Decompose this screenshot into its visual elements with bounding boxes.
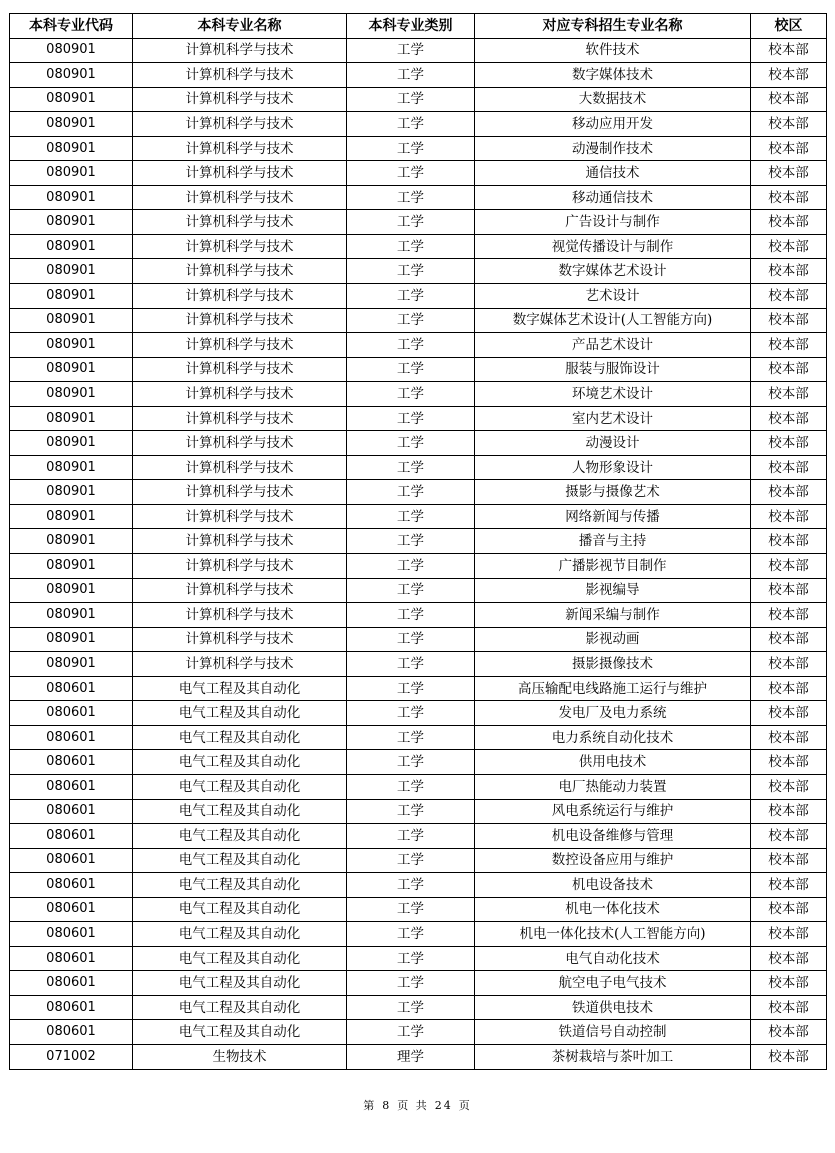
cell-undergrad-code: 080901 <box>10 308 133 333</box>
cell-undergrad-code: 080601 <box>10 725 133 750</box>
table-row <box>10 234 827 259</box>
footer-middle: 页 共 <box>397 1099 429 1112</box>
cell-undergrad-code: 080901 <box>10 382 133 407</box>
table-row <box>10 308 827 333</box>
cell-college-program: 数字媒体艺术设计 <box>475 259 751 284</box>
cell-undergrad-name: 计算机科学与技术 <box>133 406 347 431</box>
footer-prefix: 第 <box>363 1099 377 1112</box>
cell-undergrad-code: 080901 <box>10 652 133 677</box>
cell-campus: 校本部 <box>751 922 827 947</box>
cell-campus: 校本部 <box>751 627 827 652</box>
cell-undergrad-category: 工学 <box>347 529 475 554</box>
cell-undergrad-code: 080901 <box>10 480 133 505</box>
cell-undergrad-code: 080601 <box>10 799 133 824</box>
cell-campus: 校本部 <box>751 308 827 333</box>
cell-undergrad-code: 080901 <box>10 63 133 88</box>
cell-college-program: 高压输配电线路施工运行与维护 <box>475 676 751 701</box>
cell-undergrad-code: 080601 <box>10 971 133 996</box>
cell-undergrad-category: 工学 <box>347 382 475 407</box>
cell-campus: 校本部 <box>751 480 827 505</box>
cell-undergrad-name: 计算机科学与技术 <box>133 185 347 210</box>
cell-undergrad-code: 080901 <box>10 210 133 235</box>
cell-undergrad-category: 工学 <box>347 284 475 309</box>
cell-campus: 校本部 <box>751 701 827 726</box>
cell-undergrad-name: 计算机科学与技术 <box>133 431 347 456</box>
table-row <box>10 725 827 750</box>
cell-campus: 校本部 <box>751 1044 827 1069</box>
cell-campus: 校本部 <box>751 1020 827 1045</box>
header-campus: 校区 <box>751 14 827 39</box>
cell-undergrad-code: 080601 <box>10 1020 133 1045</box>
cell-undergrad-name: 计算机科学与技术 <box>133 136 347 161</box>
cell-college-program: 发电厂及电力系统 <box>475 701 751 726</box>
cell-undergrad-name: 电气工程及其自动化 <box>133 725 347 750</box>
table-row <box>10 701 827 726</box>
cell-undergrad-name: 电气工程及其自动化 <box>133 676 347 701</box>
table-row <box>10 750 827 775</box>
cell-campus: 校本部 <box>751 725 827 750</box>
cell-undergrad-category: 工学 <box>347 603 475 628</box>
cell-undergrad-code: 080901 <box>10 333 133 358</box>
cell-undergrad-category: 工学 <box>347 799 475 824</box>
cell-undergrad-category: 工学 <box>347 774 475 799</box>
cell-college-program: 摄影摄像技术 <box>475 652 751 677</box>
cell-undergrad-name: 计算机科学与技术 <box>133 504 347 529</box>
cell-undergrad-category: 工学 <box>347 357 475 382</box>
cell-undergrad-code: 080601 <box>10 750 133 775</box>
cell-campus: 校本部 <box>751 234 827 259</box>
cell-campus: 校本部 <box>751 259 827 284</box>
cell-college-program: 动漫制作技术 <box>475 136 751 161</box>
cell-college-program: 风电系统运行与维护 <box>475 799 751 824</box>
cell-undergrad-name: 计算机科学与技术 <box>133 455 347 480</box>
cell-college-program: 产品艺术设计 <box>475 333 751 358</box>
table-row <box>10 210 827 235</box>
table-row <box>10 971 827 996</box>
cell-campus: 校本部 <box>751 357 827 382</box>
cell-undergrad-name: 计算机科学与技术 <box>133 234 347 259</box>
cell-undergrad-category: 工学 <box>347 676 475 701</box>
footer-suffix: 页 <box>458 1099 472 1112</box>
cell-undergrad-name: 计算机科学与技术 <box>133 210 347 235</box>
cell-college-program: 移动通信技术 <box>475 185 751 210</box>
cell-undergrad-name: 电气工程及其自动化 <box>133 701 347 726</box>
cell-college-program: 铁道信号自动控制 <box>475 1020 751 1045</box>
cell-undergrad-code: 080901 <box>10 357 133 382</box>
cell-college-program: 广告设计与制作 <box>475 210 751 235</box>
cell-undergrad-name: 电气工程及其自动化 <box>133 922 347 947</box>
cell-college-program: 影视动画 <box>475 627 751 652</box>
cell-college-program: 室内艺术设计 <box>475 406 751 431</box>
cell-undergrad-category: 工学 <box>347 578 475 603</box>
table-row <box>10 504 827 529</box>
cell-undergrad-name: 电气工程及其自动化 <box>133 848 347 873</box>
cell-undergrad-name: 计算机科学与技术 <box>133 161 347 186</box>
cell-undergrad-code: 071002 <box>10 1044 133 1069</box>
cell-campus: 校本部 <box>751 578 827 603</box>
cell-undergrad-name: 计算机科学与技术 <box>133 112 347 137</box>
header-undergrad-name: 本科专业名称 <box>133 14 347 39</box>
table-row <box>10 455 827 480</box>
table-row <box>10 431 827 456</box>
table-row <box>10 1044 827 1069</box>
cell-undergrad-name: 电气工程及其自动化 <box>133 799 347 824</box>
cell-campus: 校本部 <box>751 750 827 775</box>
cell-undergrad-category: 工学 <box>347 725 475 750</box>
table-row <box>10 480 827 505</box>
cell-college-program: 摄影与摄像艺术 <box>475 480 751 505</box>
cell-undergrad-category: 工学 <box>347 185 475 210</box>
cell-campus: 校本部 <box>751 406 827 431</box>
header-college-program: 对应专科招生专业名称 <box>475 14 751 39</box>
cell-undergrad-category: 工学 <box>347 161 475 186</box>
cell-undergrad-name: 计算机科学与技术 <box>133 87 347 112</box>
cell-campus: 校本部 <box>751 799 827 824</box>
cell-college-program: 环境艺术设计 <box>475 382 751 407</box>
cell-undergrad-code: 080601 <box>10 995 133 1020</box>
cell-campus: 校本部 <box>751 848 827 873</box>
cell-undergrad-code: 080901 <box>10 455 133 480</box>
cell-campus: 校本部 <box>751 652 827 677</box>
cell-undergrad-code: 080601 <box>10 774 133 799</box>
table-row <box>10 161 827 186</box>
cell-undergrad-code: 080901 <box>10 504 133 529</box>
cell-undergrad-name: 计算机科学与技术 <box>133 480 347 505</box>
cell-college-program: 机电一体化技术 <box>475 897 751 922</box>
cell-undergrad-name: 计算机科学与技术 <box>133 652 347 677</box>
cell-college-program: 数控设备应用与维护 <box>475 848 751 873</box>
cell-undergrad-code: 080601 <box>10 897 133 922</box>
cell-undergrad-category: 工学 <box>347 480 475 505</box>
cell-campus: 校本部 <box>751 38 827 63</box>
cell-undergrad-code: 080601 <box>10 848 133 873</box>
cell-college-program: 大数据技术 <box>475 87 751 112</box>
cell-college-program: 服装与服饰设计 <box>475 357 751 382</box>
header-undergrad-category: 本科专业类别 <box>347 14 475 39</box>
cell-undergrad-name: 计算机科学与技术 <box>133 259 347 284</box>
cell-undergrad-code: 080601 <box>10 922 133 947</box>
cell-campus: 校本部 <box>751 873 827 898</box>
cell-college-program: 播音与主持 <box>475 529 751 554</box>
table-header-row <box>10 14 827 39</box>
table-row <box>10 848 827 873</box>
page-footer <box>0 1097 835 1113</box>
cell-undergrad-code: 080601 <box>10 824 133 849</box>
cell-undergrad-code: 080901 <box>10 284 133 309</box>
cell-undergrad-category: 工学 <box>347 210 475 235</box>
table-row <box>10 995 827 1020</box>
footer-total-pages: 24 <box>434 1099 453 1112</box>
table-row <box>10 578 827 603</box>
cell-undergrad-name: 电气工程及其自动化 <box>133 824 347 849</box>
cell-college-program: 茶树栽培与茶叶加工 <box>475 1044 751 1069</box>
table-row <box>10 1020 827 1045</box>
cell-undergrad-code: 080601 <box>10 873 133 898</box>
table-row <box>10 112 827 137</box>
cell-undergrad-category: 工学 <box>347 554 475 579</box>
cell-undergrad-category: 工学 <box>347 1020 475 1045</box>
cell-undergrad-category: 工学 <box>347 946 475 971</box>
cell-undergrad-name: 计算机科学与技术 <box>133 63 347 88</box>
cell-undergrad-code: 080901 <box>10 234 133 259</box>
cell-undergrad-name: 计算机科学与技术 <box>133 603 347 628</box>
cell-undergrad-name: 电气工程及其自动化 <box>133 897 347 922</box>
cell-campus: 校本部 <box>751 995 827 1020</box>
cell-campus: 校本部 <box>751 161 827 186</box>
table-row <box>10 38 827 63</box>
cell-undergrad-name: 电气工程及其自动化 <box>133 971 347 996</box>
cell-undergrad-category: 工学 <box>347 873 475 898</box>
cell-college-program: 影视编导 <box>475 578 751 603</box>
cell-undergrad-code: 080901 <box>10 554 133 579</box>
table-body <box>10 38 827 1069</box>
cell-college-program: 新闻采编与制作 <box>475 603 751 628</box>
cell-undergrad-category: 工学 <box>347 431 475 456</box>
table-row <box>10 627 827 652</box>
cell-campus: 校本部 <box>751 210 827 235</box>
cell-college-program: 电力系统自动化技术 <box>475 725 751 750</box>
cell-undergrad-name: 计算机科学与技术 <box>133 578 347 603</box>
cell-undergrad-code: 080901 <box>10 529 133 554</box>
table-row <box>10 529 827 554</box>
cell-college-program: 铁道供电技术 <box>475 995 751 1020</box>
cell-college-program: 艺术设计 <box>475 284 751 309</box>
cell-campus: 校本部 <box>751 284 827 309</box>
table-row <box>10 922 827 947</box>
cell-undergrad-code: 080901 <box>10 161 133 186</box>
cell-college-program: 人物形象设计 <box>475 455 751 480</box>
cell-campus: 校本部 <box>751 897 827 922</box>
cell-campus: 校本部 <box>751 971 827 996</box>
cell-undergrad-category: 工学 <box>347 824 475 849</box>
cell-campus: 校本部 <box>751 333 827 358</box>
cell-undergrad-category: 工学 <box>347 627 475 652</box>
cell-undergrad-name: 电气工程及其自动化 <box>133 750 347 775</box>
cell-undergrad-code: 080901 <box>10 406 133 431</box>
cell-college-program: 广播影视节目制作 <box>475 554 751 579</box>
cell-undergrad-code: 080901 <box>10 578 133 603</box>
table-row <box>10 873 827 898</box>
table-row <box>10 382 827 407</box>
program-mapping-table <box>9 13 827 1070</box>
table-row <box>10 63 827 88</box>
cell-undergrad-category: 工学 <box>347 38 475 63</box>
cell-undergrad-category: 工学 <box>347 136 475 161</box>
cell-college-program: 数字媒体艺术设计(人工智能方向) <box>475 308 751 333</box>
cell-undergrad-code: 080901 <box>10 627 133 652</box>
cell-undergrad-category: 工学 <box>347 87 475 112</box>
cell-undergrad-category: 工学 <box>347 112 475 137</box>
cell-college-program: 电厂热能动力装置 <box>475 774 751 799</box>
cell-undergrad-category: 工学 <box>347 848 475 873</box>
cell-undergrad-name: 电气工程及其自动化 <box>133 774 347 799</box>
cell-campus: 校本部 <box>751 676 827 701</box>
table-row <box>10 897 827 922</box>
cell-campus: 校本部 <box>751 824 827 849</box>
cell-campus: 校本部 <box>751 63 827 88</box>
cell-college-program: 供用电技术 <box>475 750 751 775</box>
cell-campus: 校本部 <box>751 112 827 137</box>
cell-campus: 校本部 <box>751 554 827 579</box>
cell-undergrad-category: 工学 <box>347 308 475 333</box>
table-row <box>10 185 827 210</box>
cell-college-program: 动漫设计 <box>475 431 751 456</box>
table-row <box>10 333 827 358</box>
table-row <box>10 406 827 431</box>
cell-undergrad-name: 电气工程及其自动化 <box>133 873 347 898</box>
cell-campus: 校本部 <box>751 529 827 554</box>
footer-page-number: 8 <box>382 1099 392 1112</box>
cell-undergrad-name: 计算机科学与技术 <box>133 333 347 358</box>
cell-campus: 校本部 <box>751 455 827 480</box>
table-row <box>10 284 827 309</box>
cell-college-program: 软件技术 <box>475 38 751 63</box>
cell-campus: 校本部 <box>751 185 827 210</box>
program-table-container <box>9 13 826 1070</box>
cell-college-program: 通信技术 <box>475 161 751 186</box>
cell-undergrad-name: 计算机科学与技术 <box>133 554 347 579</box>
cell-undergrad-category: 工学 <box>347 333 475 358</box>
cell-campus: 校本部 <box>751 946 827 971</box>
cell-college-program: 网络新闻与传播 <box>475 504 751 529</box>
cell-college-program: 机电设备技术 <box>475 873 751 898</box>
cell-college-program: 机电设备维修与管理 <box>475 824 751 849</box>
cell-undergrad-name: 计算机科学与技术 <box>133 284 347 309</box>
cell-college-program: 移动应用开发 <box>475 112 751 137</box>
cell-college-program: 机电一体化技术(人工智能方向) <box>475 922 751 947</box>
cell-undergrad-category: 工学 <box>347 259 475 284</box>
cell-undergrad-name: 计算机科学与技术 <box>133 382 347 407</box>
cell-undergrad-code: 080901 <box>10 259 133 284</box>
header-undergrad-code: 本科专业代码 <box>10 14 133 39</box>
table-row <box>10 136 827 161</box>
cell-undergrad-code: 080601 <box>10 946 133 971</box>
cell-undergrad-code: 080901 <box>10 38 133 63</box>
cell-undergrad-name: 电气工程及其自动化 <box>133 1020 347 1045</box>
table-row <box>10 87 827 112</box>
table-row <box>10 676 827 701</box>
table-row <box>10 259 827 284</box>
cell-undergrad-category: 工学 <box>347 455 475 480</box>
cell-undergrad-name: 计算机科学与技术 <box>133 529 347 554</box>
table-row <box>10 774 827 799</box>
cell-college-program: 视觉传播设计与制作 <box>475 234 751 259</box>
cell-undergrad-name: 计算机科学与技术 <box>133 357 347 382</box>
cell-campus: 校本部 <box>751 603 827 628</box>
table-row <box>10 946 827 971</box>
cell-undergrad-code: 080901 <box>10 431 133 456</box>
cell-campus: 校本部 <box>751 504 827 529</box>
table-row <box>10 603 827 628</box>
cell-undergrad-category: 工学 <box>347 63 475 88</box>
cell-undergrad-name: 计算机科学与技术 <box>133 38 347 63</box>
cell-undergrad-name: 生物技术 <box>133 1044 347 1069</box>
cell-undergrad-category: 工学 <box>347 971 475 996</box>
cell-campus: 校本部 <box>751 87 827 112</box>
table-row <box>10 554 827 579</box>
cell-undergrad-category: 工学 <box>347 750 475 775</box>
cell-campus: 校本部 <box>751 382 827 407</box>
cell-undergrad-code: 080601 <box>10 701 133 726</box>
cell-undergrad-code: 080901 <box>10 603 133 628</box>
cell-college-program: 电气自动化技术 <box>475 946 751 971</box>
table-row <box>10 799 827 824</box>
cell-undergrad-code: 080601 <box>10 676 133 701</box>
cell-undergrad-code: 080901 <box>10 185 133 210</box>
cell-undergrad-category: 工学 <box>347 504 475 529</box>
cell-undergrad-category: 工学 <box>347 234 475 259</box>
cell-undergrad-name: 计算机科学与技术 <box>133 627 347 652</box>
cell-undergrad-code: 080901 <box>10 136 133 161</box>
cell-undergrad-category: 工学 <box>347 995 475 1020</box>
table-row <box>10 357 827 382</box>
table-row <box>10 652 827 677</box>
table-row <box>10 824 827 849</box>
cell-undergrad-category: 理学 <box>347 1044 475 1069</box>
cell-campus: 校本部 <box>751 431 827 456</box>
cell-undergrad-name: 计算机科学与技术 <box>133 308 347 333</box>
cell-undergrad-category: 工学 <box>347 897 475 922</box>
cell-college-program: 数字媒体技术 <box>475 63 751 88</box>
cell-undergrad-category: 工学 <box>347 652 475 677</box>
cell-undergrad-category: 工学 <box>347 922 475 947</box>
cell-undergrad-category: 工学 <box>347 701 475 726</box>
cell-campus: 校本部 <box>751 136 827 161</box>
cell-undergrad-category: 工学 <box>347 406 475 431</box>
cell-undergrad-code: 080901 <box>10 87 133 112</box>
cell-campus: 校本部 <box>751 774 827 799</box>
cell-undergrad-code: 080901 <box>10 112 133 137</box>
cell-undergrad-name: 电气工程及其自动化 <box>133 946 347 971</box>
cell-college-program: 航空电子电气技术 <box>475 971 751 996</box>
cell-undergrad-name: 电气工程及其自动化 <box>133 995 347 1020</box>
